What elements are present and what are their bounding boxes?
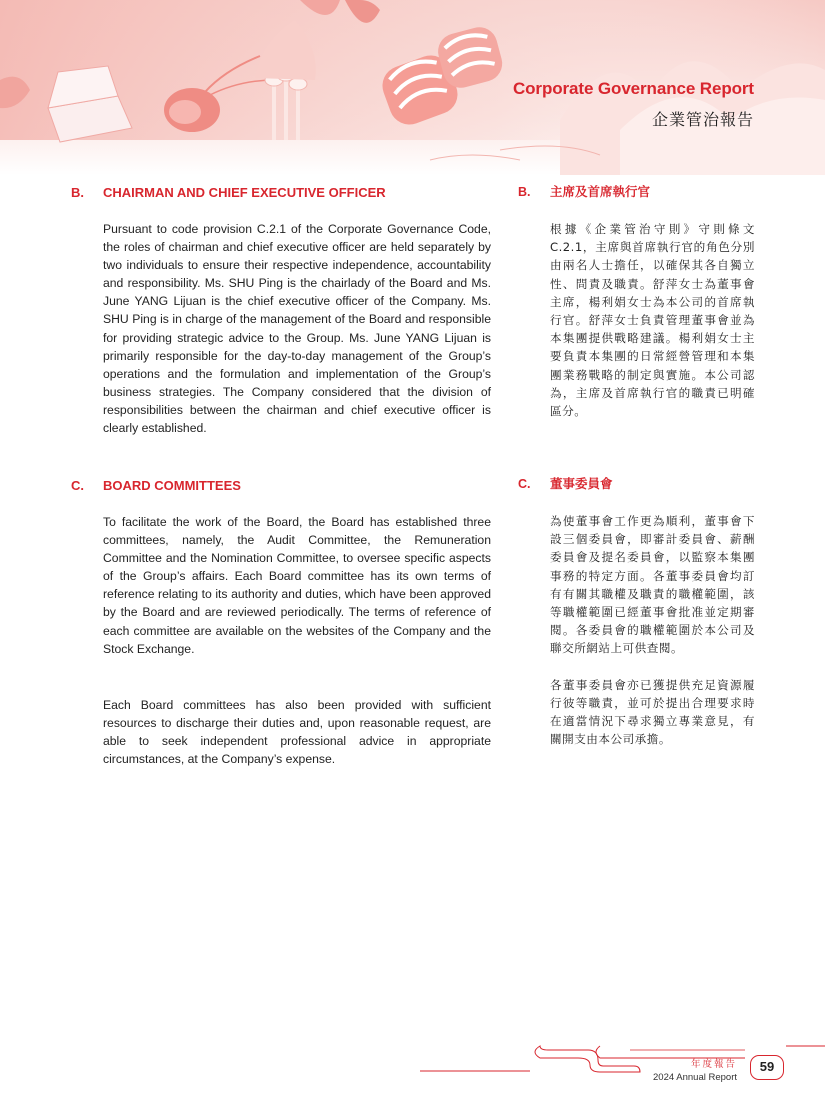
section-c-en-paragraph-2: Each Board committees has also been provided with sufficient resources to discharge their duties and, upon reasonable request, are able to seek independent professional advice in appropriate circumstances, at the Company’s expense. [103, 697, 491, 767]
section-title: 董事委員會 [550, 477, 613, 491]
section-c-en [71, 478, 491, 768]
footer-label-en: 2024 Annual Report [653, 1072, 737, 1083]
section-b-en-paragraph: Pursuant to code provision C.2.1 of the Corporate Governance Code, the roles of chairman and chief executive officer are held separately by two individuals to ensure their respective independence, accountability and responsibility. Ms. SHU Ping is the chairlady of the Board and Ms. June YANG Lijuan is the chief executive officer of the Company. Ms. SHU Ping is in charge of the management of the Board and responsible for providing strategic advice to the Group. Ms. June YANG Lijuan is primarily responsible for the day-to-day management of the Group’s operations and the formulation and implementation of the Group’s business strategies. The Company considered that the division of responsibilities between the chairman and chief executive officer is clearly established. [103, 222, 491, 436]
section-c-zh [518, 474, 755, 748]
header-title-block [513, 79, 754, 130]
section-b-en-heading [71, 185, 491, 200]
section-c-zh-heading [518, 474, 755, 492]
section-title: 主席及首席執行官 [550, 185, 651, 199]
section-c-en-paragraph-1: To facilitate the work of the Board, the Board has established three committees, namely, the Audit Committee, the Remuneration Committee and the Nomination Committee, to oversee specific aspects of the Group’s affairs. Each Board committee has its own terms of reference relating to its authority and duties, which have been approved by the Board and are reviewed periodically. The terms of reference of each committee are available on the websites of the Company and the Stock Exchange. [103, 515, 491, 656]
footer-report-label [653, 1056, 737, 1083]
section-letter: C. [71, 478, 84, 493]
section-c-zh-paragraph-2: 各董事委員會亦已獲提供充足資源履行彼等職責，並可於提出合理要求時在適當情況下尋求獨立專業意見，有關開支由本公司承擔。 [550, 677, 755, 747]
footer-label-zh: 年度報告 [690, 1059, 737, 1070]
section-b-zh [518, 182, 755, 420]
section-letter: B. [518, 185, 531, 199]
section-b-zh-heading [518, 182, 755, 200]
report-title-en: Corporate Governance Report [512, 79, 754, 98]
section-letter: B. [71, 185, 84, 200]
section-b-zh-paragraph: 根據《企業管治守則》守則條文C.2.1，主席與首席執行官的角色分別由兩名人士擔任，以確保其各自獨立性、問責及職責。舒萍女士為董事會主席，楊利娟女士為本公司的首席執行官。舒萍女士負責管理董事會並為本集團提供戰略建議。楊利娟女士主要負責本集團的日常經營管理和本集團業務戰略的制定與實施。本公司認為，主席及首席執行官的職責已明確區分。 [550, 222, 755, 419]
section-c-en-heading [71, 478, 491, 493]
section-title: CHAIRMAN AND CHIEF EXECUTIVE OFFICER [103, 185, 386, 200]
report-title-zh: 企業管治報告 [651, 110, 754, 129]
section-c-zh-paragraph-1: 為使董事會工作更為順利，董事會下設三個委員會，即審計委員會、薪酬委員會及提名委員會，以監察本集團事務的特定方面。各董事委員會均訂有有關其職權及職責的職權範圍，該等職權範圍已經董事會批准並定期審閱。各委員會的職權範圍於本公司及聯交所網站上可供查閱。 [550, 514, 755, 656]
section-b-en [71, 185, 491, 437]
page-number: 59 [750, 1055, 784, 1080]
section-letter: C. [518, 477, 531, 491]
section-title: BOARD COMMITTEES [103, 478, 241, 493]
